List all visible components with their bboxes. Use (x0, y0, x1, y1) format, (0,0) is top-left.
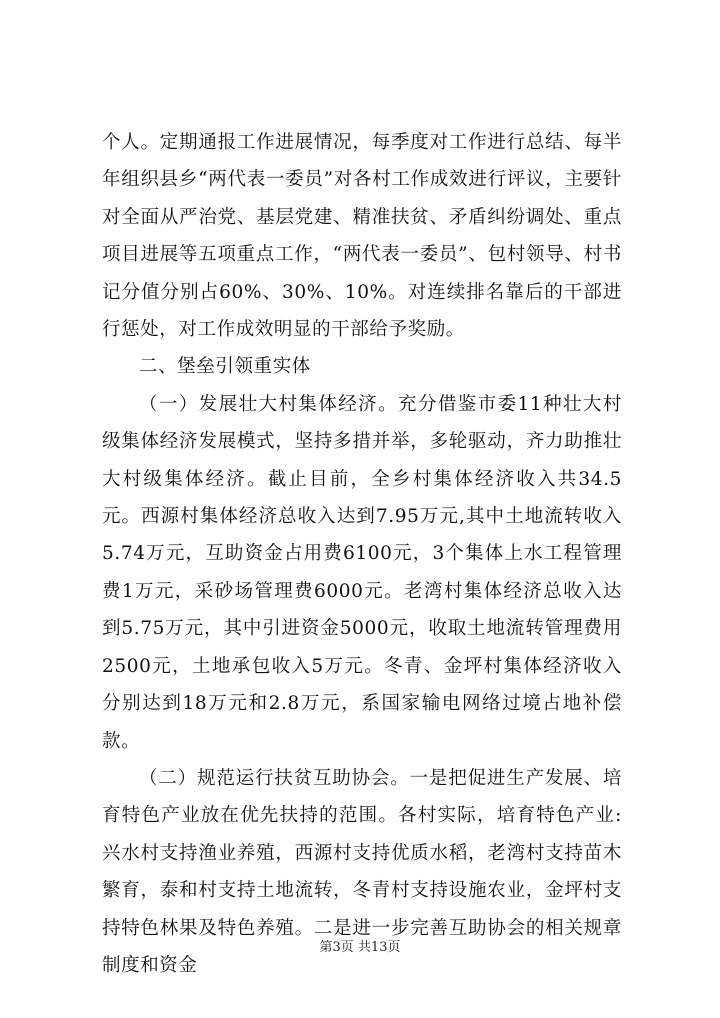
paragraph-continuation: 个人。定期通报工作进展情况，每季度对工作进行总结、每半年组织县乡“两代表一委员”对各村工作成效进行评议，主要针对全面从严治党、基层党建、精准扶贫、矛盾纠纷调处、重点项目进展等五项重点工作，“两代表一委员”、包村领导、村书记分值分别占60%、30%、10%。对连续排名靠后的干部进行惩处，对工作成效明显的干部给予奖励。 (102, 132, 622, 341)
paragraph-mutual-aid-association: （二）规范运行扶贫互助协会。一是把促进生产发展、培育特色产业放在优先扶持的范围。各村实际，培育特色产业:兴水村支持渔业养殖，西源村支持优质水稻，老湾村支持苗木繁育，泰和村支持土地流转，冬青村支持设施农业，金坪村支持特色林果及特色养殖。二是进一步完善互助协会的相关规章制度和资金 (102, 767, 622, 976)
section-heading: 二、堡垒引领重实体 (139, 356, 311, 378)
document-body (102, 124, 622, 984)
page-number-footer: 第3页 共13页 (319, 940, 401, 955)
paragraph-collective-economy: （一）发展壮大村集体经济。充分借鉴市委11种壮大村级集体经济发展模式，坚持多措并举，多轮驱动，齐力助推壮大村级集体经济。截止目前，全乡村集体经济收入共34.5元。西源村集体经济总收入达到7.95万元,其中土地流转收入5.74万元，互助资金占用费6100元，3个集体上水工程管理费1万元，采砂场管理费6000元。老湾村集体经济总收入达到5.75万元，其中引进资金5000元，收取土地流转管理费用2500元，土地承包收入5万元。冬青、金坪村集体经济收入分别达到18万元和2.8万元，系国家输电网络过境占地补偿款。 (102, 393, 622, 752)
